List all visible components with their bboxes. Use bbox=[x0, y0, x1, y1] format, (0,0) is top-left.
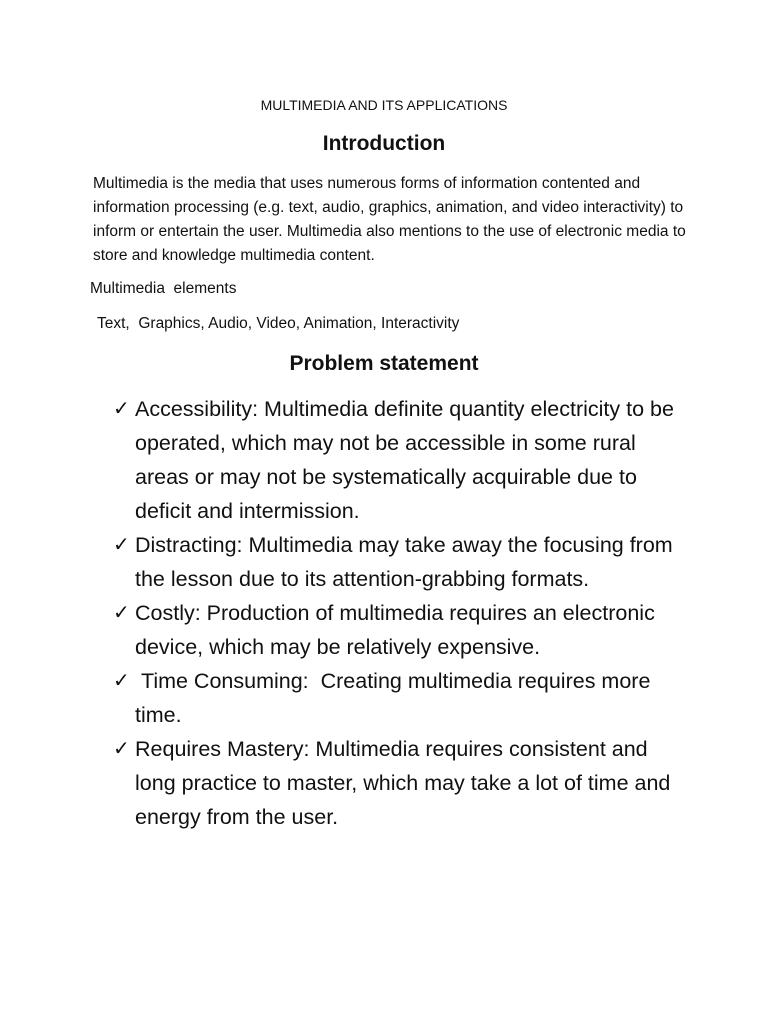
problem-item-text: Costly: Production of multimedia requires an electronic device, which may be relatively expensive. bbox=[135, 601, 655, 659]
introduction-heading: Introduction bbox=[322, 132, 446, 155]
problem-item-text: Requires Mastery: Multimedia requires consistent and long practice to master, which may take a lot of time and energy from the user. bbox=[135, 737, 671, 829]
checkmark-icon: ✓ bbox=[113, 738, 130, 760]
checkmark-icon: ✓ bbox=[113, 398, 130, 420]
checkmark-icon: ✓ bbox=[113, 670, 130, 692]
problem-item-time-consuming bbox=[113, 664, 693, 732]
problem-item-distracting bbox=[113, 528, 693, 596]
problem-item-requires-mastery bbox=[113, 732, 693, 834]
problem-statement-heading: Problem statement bbox=[289, 352, 479, 375]
checkmark-icon: ✓ bbox=[113, 534, 130, 556]
problem-item-text: Time Consuming: Creating multimedia requires more time. bbox=[135, 669, 657, 727]
problem-item-accessibility bbox=[113, 392, 693, 528]
elements-list: Text, Graphics, Audio, Video, Animation, Interactivity bbox=[97, 315, 460, 332]
problem-item-text: Distracting: Multimedia may take away the focusing from the lesson due to its attention-grabbing formats. bbox=[135, 533, 673, 591]
document-title: MULTIMEDIA AND ITS APPLICATIONS bbox=[260, 97, 508, 113]
problem-list bbox=[113, 392, 693, 834]
problem-item-costly bbox=[113, 596, 693, 664]
elements-label: Multimedia elements bbox=[90, 280, 237, 297]
checkmark-icon: ✓ bbox=[113, 602, 130, 624]
problem-item-text: Accessibility: Multimedia definite quantity electricity to be operated, which may not be accessible in some rural areas or may not be systematically acquirable due to deficit and intermission. bbox=[135, 397, 674, 523]
introduction-paragraph: Multimedia is the media that uses numerous forms of information contented and information processing (e.g. text, audio, graphics, animation, and video interactivity) to inform or entertain the user. Multimedia also mentions to the use of electronic media to store and knowledge multimedia content. bbox=[93, 175, 686, 264]
